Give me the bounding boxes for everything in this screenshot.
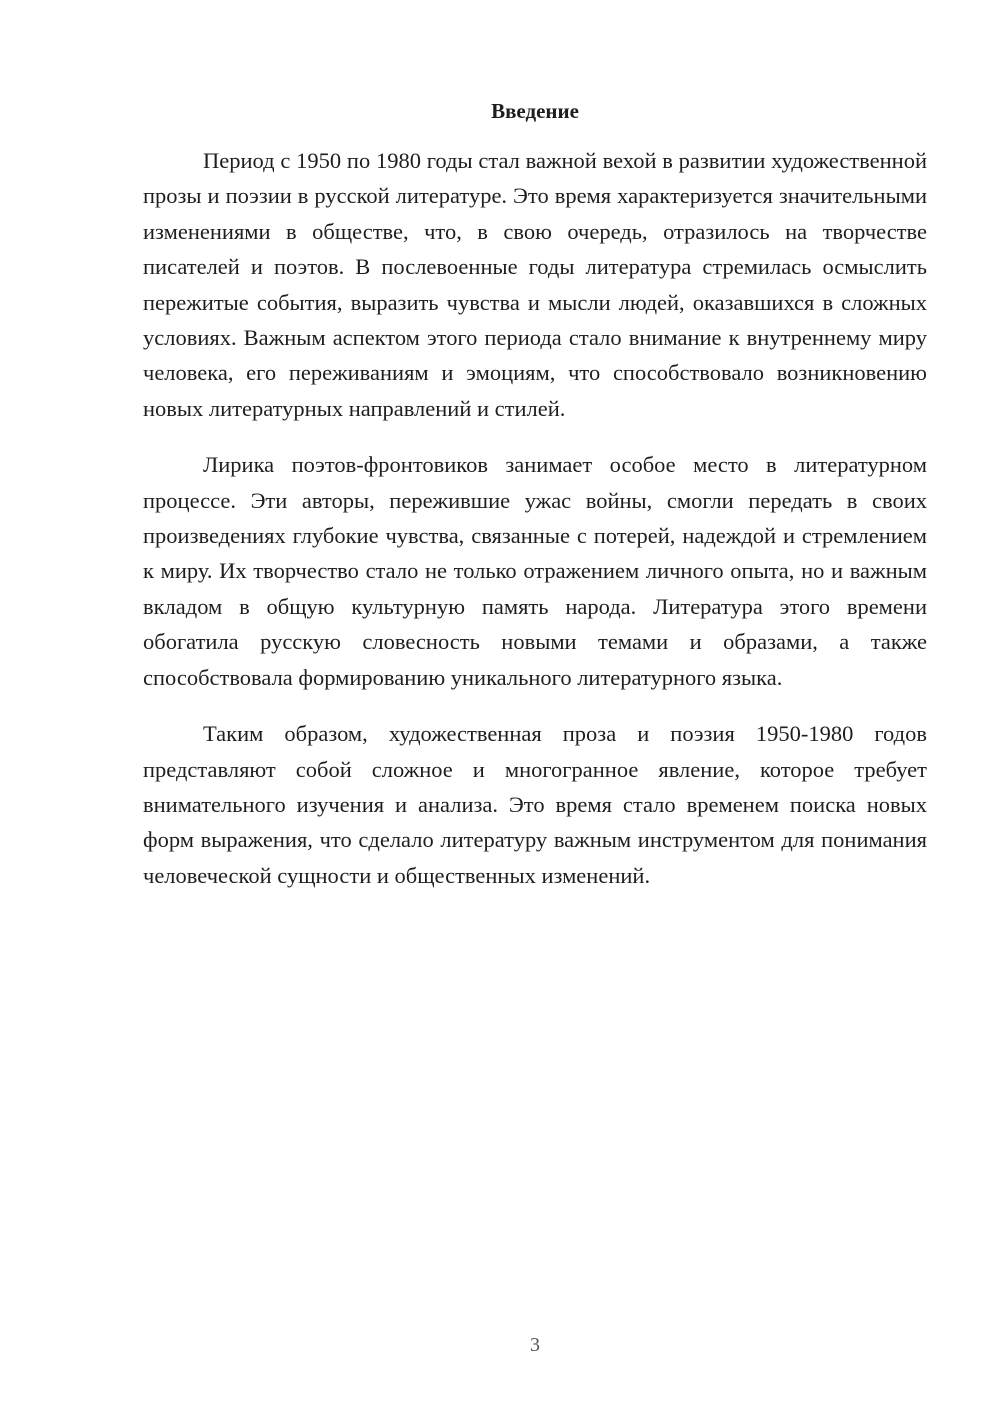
page-number: 3 <box>530 1334 540 1356</box>
document-body <box>143 143 927 914</box>
paragraph-1: Период с 1950 по 1980 годы стал важной вехой в развитии художественной прозы и поэзии в русской литературе. Это время характеризуется значительными изменениями в обществе, что, в свою очередь, отразилось на творчестве писателей и поэтов. В послевоенные годы литература стремилась осмыслить пережитые события, выразить чувства и мысли людей, оказавшихся в сложных условиях. Важным аспектом этого периода стало внимание к внутреннему миру человека, его переживаниям и эмоциям, что способствовало возникновению новых литературных направлений и стилей. <box>143 148 927 421</box>
section-title: Введение <box>491 99 579 123</box>
paragraph-2: Лирика поэтов-фронтовиков занимает особое место в литературном процессе. Эти авторы, пережившие ужас войны, смогли передать в своих произведениях глубокие чувства, связанные с потерей, надеждой и стремлением к миру. Их творчество стало не только отражением личного опыта, но и важным вкладом в общую культурную память народа. Литература этого времени обогатила русскую словесность новыми темами и образами, а также способствовала формированию уникального литературного языка. <box>143 452 927 690</box>
paragraph-3: Таким образом, художественная проза и поэзия 1950-1980 годов представляют собой сложное и многогранное явление, которое требует внимательного изучения и анализа. Это время стало временем поиска новых форм выражения, что сделало литературу важным инструментом для понимания человеческой сущности и общественных изменений. <box>143 721 927 888</box>
